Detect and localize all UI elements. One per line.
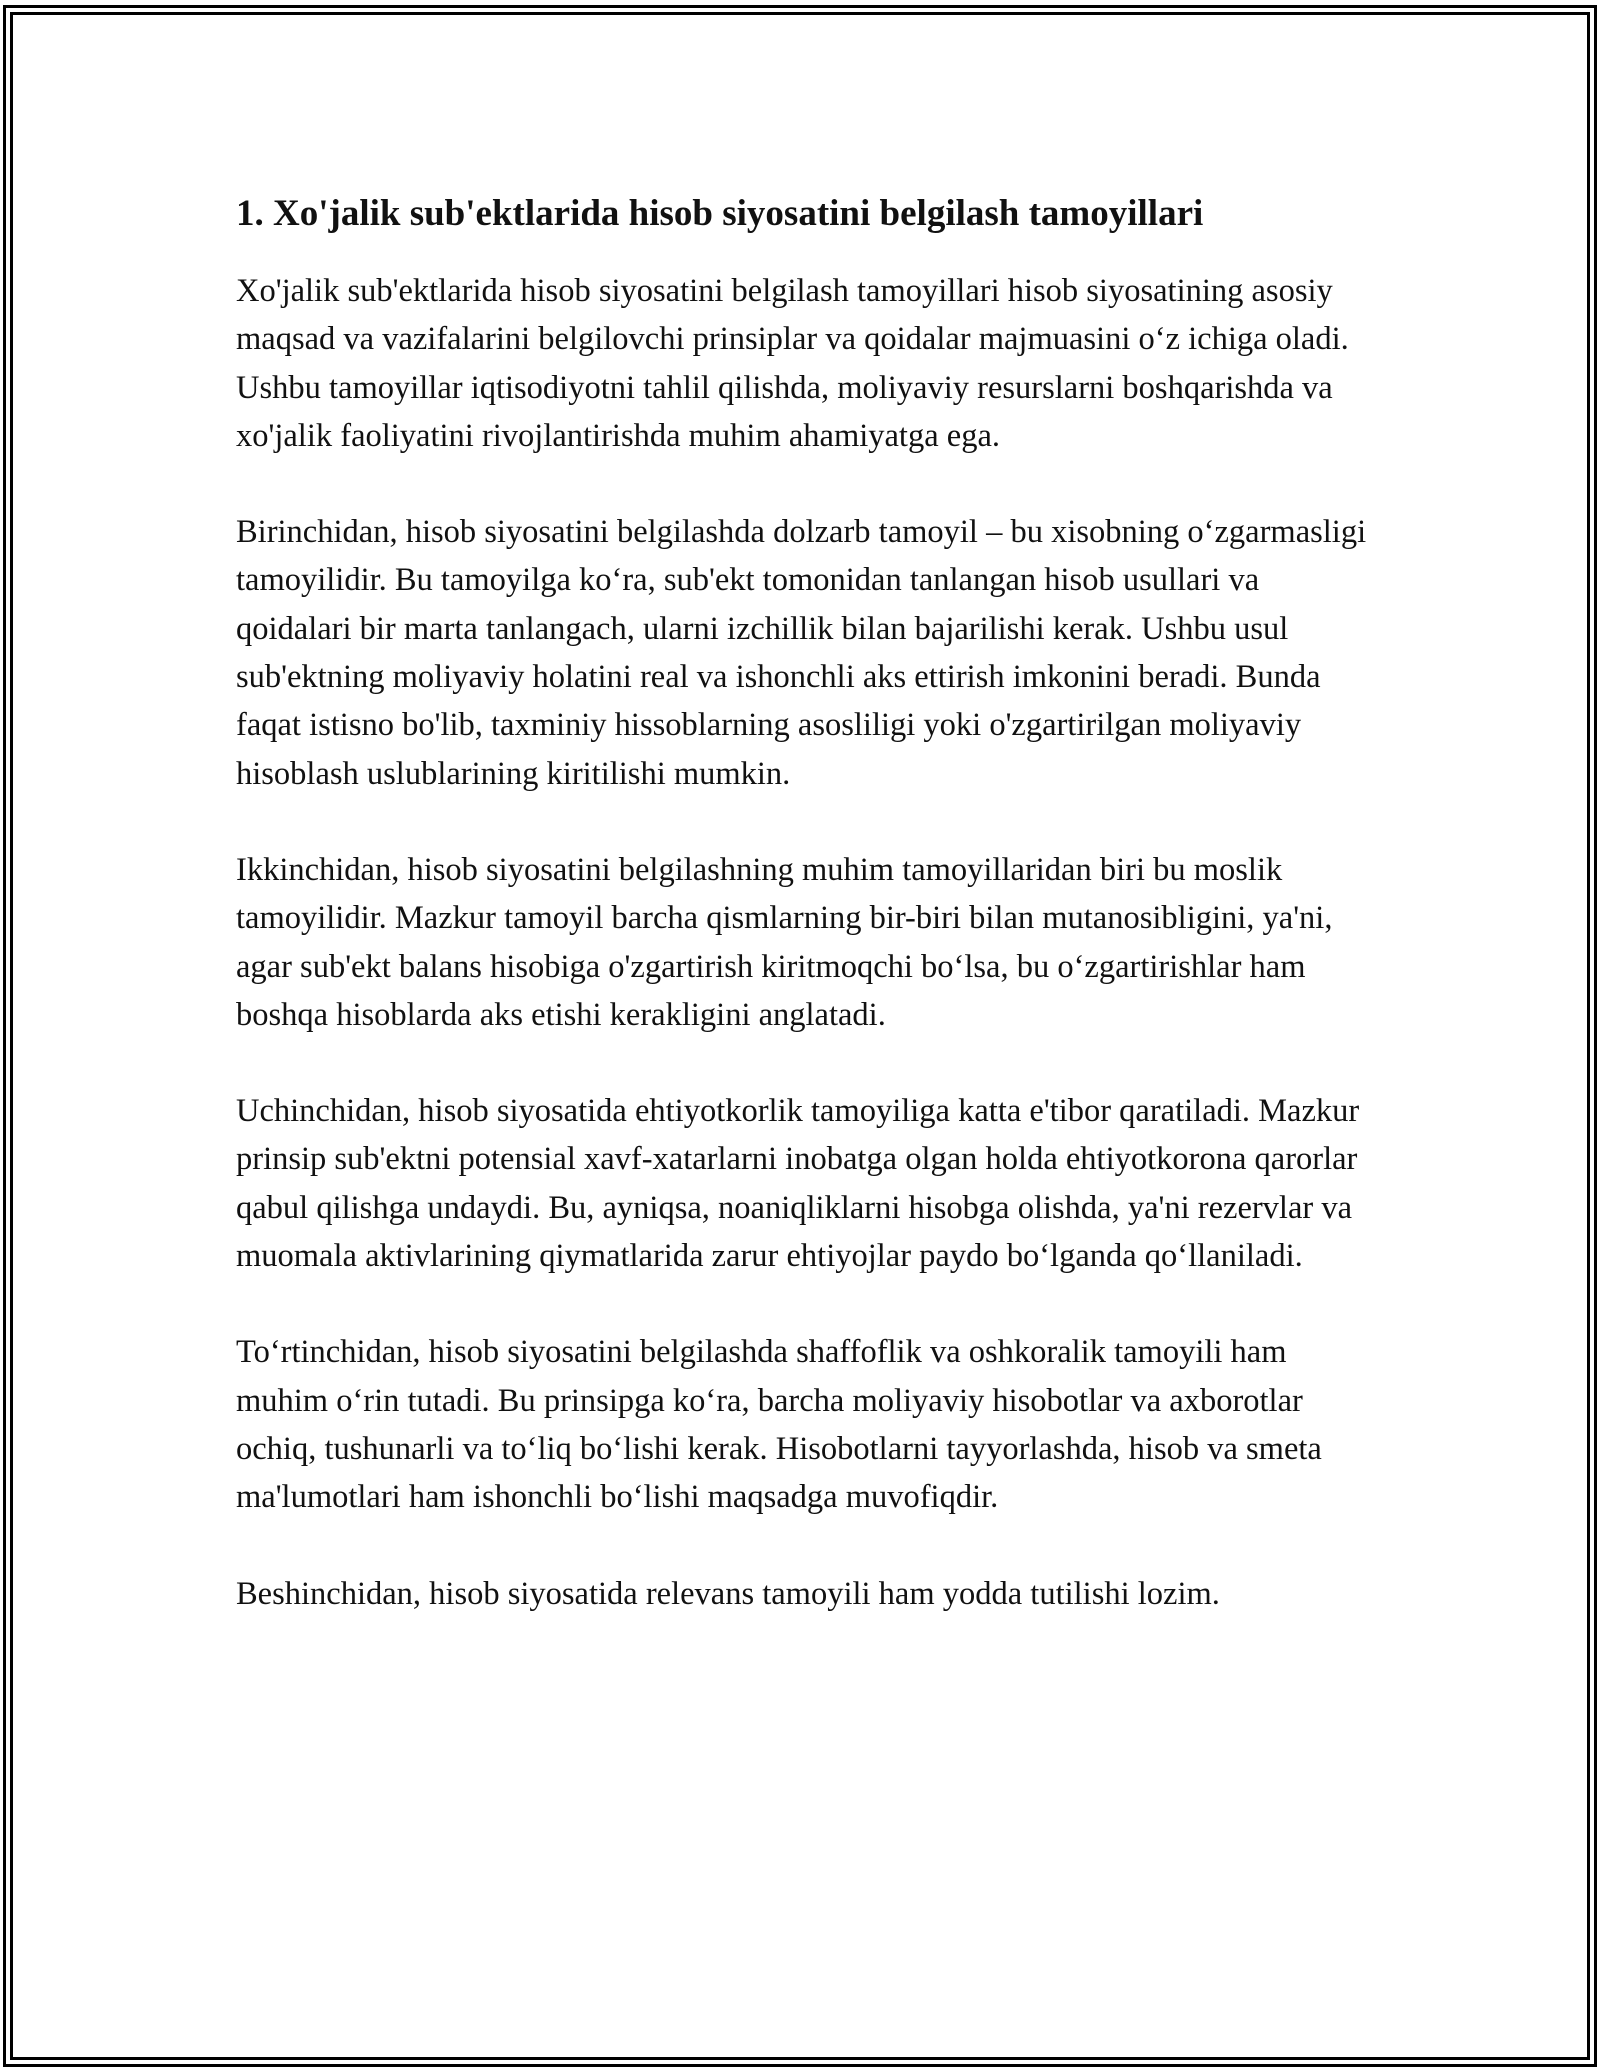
paragraph-intro: Xo'jalik sub'ektlarida hisob siyosatini belgilash tamoyillari hisob siyosatining asosiy maqsad va vazifalarini belgilovchi prinsiplar va qoidalar majmuasini o‘z ichiga oladi. Ushbu tamoyillar iqtisodiyotni tahlil qilishda, moliyaviy resurslarni boshqarishda va xo'jalik faoliyatini rivojlantirishda muhim ahamiyatga ega.: [236, 273, 1349, 454]
paragraph-first-principle: Birinchidan, hisob siyosatini belgilashda dolzarb tamoyil – bu xisobning o‘zgarmasligi tamoyilidir. Bu tamoyilga ko‘ra, sub'ekt tomonidan tanlangan hisob usullari va qoidalari bir marta tanlangach, ularni izchillik bilan bajarilishi kerak. Ushbu usul sub'ektning moliyaviy holatini real va ishonchli aks ettirish imkonini beradi. Bunda faqat istisno bo'lib, taxminiy hissoblarning asosliligi yoki o'zgartirilgan moliyaviy hisoblash uslublarining kiritilishi mumkin.: [236, 514, 1367, 792]
paragraph-fourth-principle: To‘rtinchidan, hisob siyosatini belgilashda shaffoflik va oshkoralik tamoyili ham muhim o‘rin tutadi. Bu prinsipga ko‘ra, barcha moliyaviy hisobotlar va axborotlar ochiq, tushunarli va to‘liq bo‘lishi kerak. Hisobotlarni tayyorlashda, hisob va smeta ma'lumotlari ham ishonchli bo‘lishi maqsadga muvofiqdir.: [236, 1334, 1322, 1516]
paragraph-second-principle: Ikkinchidan, hisob siyosatini belgilashning muhim tamoyillaridan biri bu moslik tamoyilidir. Mazkur tamoyil barcha qismlarning bir-biri bilan mutanosibligini, ya'ni, agar sub'ekt balans hisobiga o'zgartirish kiritmoqchi bo‘lsa, bu o‘zgartirishlar ham boshqa hisoblarda aks etishi kerakligini anglatadi.: [236, 851, 1333, 1033]
paragraph-third-principle: Uchinchidan, hisob siyosatida ehtiyotkorlik tamoyiliga katta e'tibor qaratiladi. Mazkur prinsip sub'ektni potensial xavf-xatarlarni inobatga olgan holda ehtiyotkorona qarorlar qabul qilishga undaydi. Bu, ayniqsa, noaniqliklarni hisobga olishda, ya'ni rezervlar va muomala aktivlarining qiymatlarida zarur ehtiyojlar paydo bo‘lganda qo‘llaniladi.: [236, 1093, 1360, 1275]
document-body: [236, 186, 1376, 1666]
paragraph-fifth-principle: Beshinchidan, hisob siyosatida relevans tamoyili ham yodda tutilishi lozim.: [236, 1575, 1220, 1612]
section-title: 1. Xo'jalik sub'ektlarida hisob siyosatini belgilash tamoyillari: [236, 193, 1204, 234]
